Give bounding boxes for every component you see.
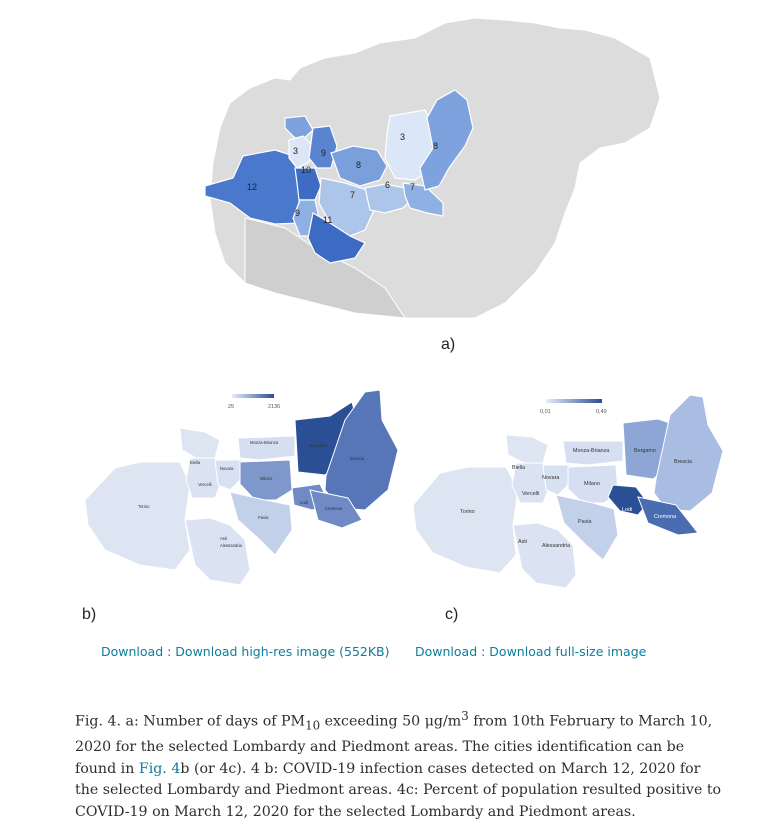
city-label: Vercelli [522,491,540,497]
city-label: Lodi [622,507,633,513]
region-shapes [413,395,723,588]
city-label: Lodi [300,500,308,505]
city-label: Alessandria [220,543,242,548]
download-label: Download high-res image (552KB) [175,644,390,659]
city-label: Biella [190,460,201,465]
city-label: Asti [518,539,527,545]
city-label: Vercelli [198,482,212,487]
legend-max: 2136 [268,404,281,410]
figure-b-map [80,380,410,590]
legend-min: 0,01 [540,409,551,415]
region-shapes [85,390,398,585]
download-prefix: Download : [101,644,176,659]
city-label: Torino [460,509,475,515]
value-label: 8 [356,160,362,170]
city-label: Bergamo [634,448,656,454]
figure-c-map [408,385,728,595]
download-high-res-link[interactable] [101,644,390,659]
legend-bar [546,399,602,403]
value-label: 8 [433,141,439,151]
city-label: Cremona [325,506,343,511]
figure-caption: Fig. 4. a: Number of days of $PM_{10}$ exceeding 50 $\mu g/m^3$ from 10th February to March 10, 2020 for the selected Lombardy and Piedmont areas. The cities identification can be found in Fig. 4b (or 4c). 4 b: COVID-19 infection cases detected on March 12, 2020 for the selected Lombardy and Piedmont areas. 4c: Percent of population resulted positive to COVID-19 on March 12, 2020 for the selected Lombardy and Piedmont areas. [75,709,722,820]
value-label: 7 [350,190,356,200]
panel-label-c: c) [445,606,459,623]
value-label: 9 [321,148,327,158]
download-full-size-link[interactable] [415,644,646,659]
value-label: 9 [295,208,301,218]
city-label: Novara [542,475,560,481]
panel-label-a: a) [441,336,456,353]
value-label: 3 [400,132,406,142]
city-label: Alessandria [542,543,571,549]
city-label: Brescia [350,456,364,461]
city-label: Milano [260,476,273,481]
city-label: Pavia [578,519,592,525]
city-label: Bergamo [310,443,327,448]
value-label: 12 [247,182,258,192]
city-label: Torino [138,504,150,509]
figure-a-map [205,18,665,318]
legend-max: 0,49 [596,409,607,415]
city-label: Cremona [654,514,677,520]
city-label: Brescia [674,459,692,465]
legend-min: 25 [228,404,235,410]
city-label: Pavia [258,515,269,520]
legend-bar [232,394,274,398]
city-label: Monza-Brianza [573,448,610,454]
city-label: Milano [584,481,600,487]
fig-4-link[interactable]: Fig. 4 [138,760,181,777]
value-label: 11 [323,215,333,225]
download-label: Download full-size image [489,644,647,659]
value-label: 6 [385,180,391,190]
city-label: Monza-Brianza [250,440,279,445]
value-label: 3 [293,146,299,156]
value-label: 10 [301,165,312,175]
value-label: 7 [410,182,416,192]
panel-label-b: b) [82,606,97,623]
city-label: Biella [512,465,526,471]
city-label: Asti [220,536,227,541]
download-prefix: Download : [415,644,490,659]
city-label: Novara [220,466,234,471]
